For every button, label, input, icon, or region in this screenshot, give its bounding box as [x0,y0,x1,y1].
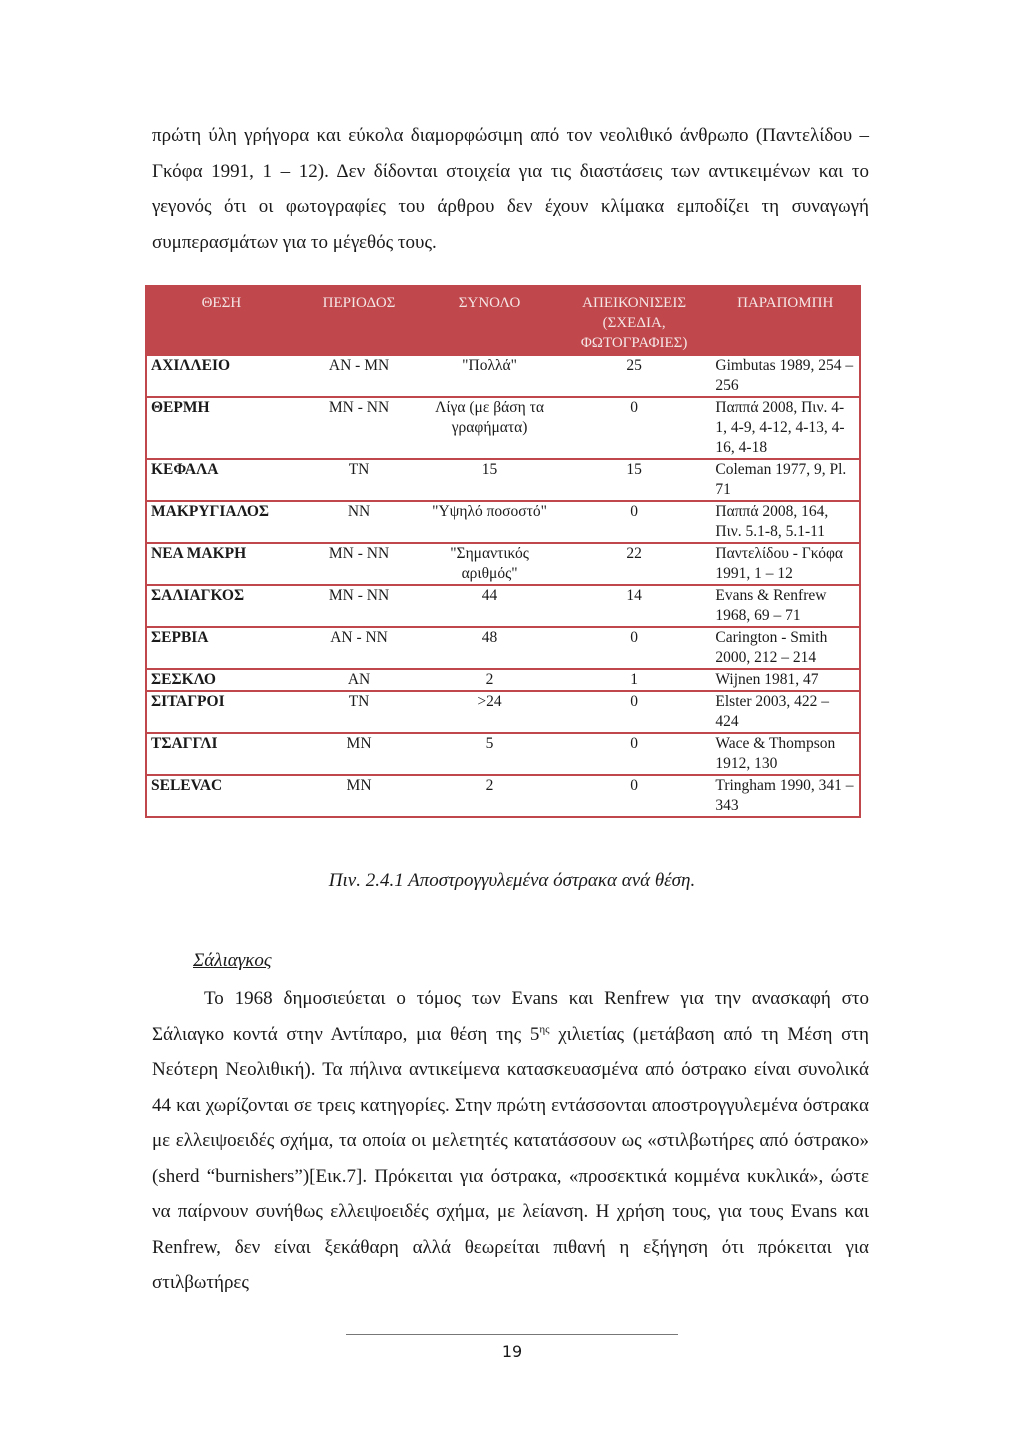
cell-images: 25 [557,356,712,397]
cell-period: ΑΝ [296,669,423,691]
header-images: ΑΠΕΙΚΟΝΙΣΕΙΣ (ΣΧΕΔΙΑ, ΦΩΤΟΓΡΑΦΙΕΣ) [557,286,712,356]
cell-images: 15 [557,459,712,501]
header-reference: ΠΑΡΑΠΟΜΠΗ [711,286,860,356]
table-row [146,397,860,459]
page-number: 19 [501,1342,523,1361]
cell-images: 14 [557,585,712,627]
section-heading: Σάλιαγκος [193,950,272,971]
cell-period: ΑΝ - ΝΝ [296,627,423,669]
cell-total: "Σημαντικός αριθμός" [422,543,557,585]
table-caption: Πιν. 2.4.1 Αποστρογγυλεμένα όστρακα ανά θέση. [328,870,696,891]
table-row [146,691,860,733]
cell-period: ΜΝ - ΝΝ [296,543,423,585]
cell-period: ΑΝ - ΜΝ [296,356,423,397]
cell-period: ΜΝ [296,733,423,775]
cell-reference: Coleman 1977, 9, Pl. 71 [711,459,860,501]
cell-period: ΝΝ [296,501,423,543]
cell-images: 0 [557,501,712,543]
paragraph-saliagkos [152,981,869,1301]
cell-reference: Tringham 1990, 341 – 343 [711,775,860,817]
cell-total: "Υψηλό ποσοστό" [422,501,557,543]
cell-reference: Παντελίδου - Γκόφα 1991, 1 – 12 [711,543,860,585]
table-row [146,669,860,691]
paragraph-text-rest: χιλιετίας (μετάβαση από τη Μέση στη Νεότερη Νεολιθική). Τα πήλινα αντικείμενα κατασκευασμένα από όστρακο είναι συνολικά 44 και χωρίζονται σε τρεις κατηγορίες. Στην πρώτη εντάσσονται αποστρογγυλεμένα όστρακα με ελλειψοειδές σχήμα, τα οποία οι μελετητές κατατάσσουν ως «στιλβωτήρες από όστρακο» (sherd “burnishers”)[Εικ.7]. Πρόκειται για όστρακα, «προσεκτικά κομμένα κυκλικά», ώστε να παίρνουν συνήθως ελλειψοειδές σχήμα, με λείανση. Η χρήση τους, για τους Evans και Renfrew, δεν είναι ξεκάθαρη αλλά θεωρείται πιθανή η εξήγηση ότι πρόκειται για στιλβωτήρες [152,1023,869,1293]
cell-site: ΘΕΡΜΗ [146,397,296,459]
table-row [146,543,860,585]
cell-total: 44 [422,585,557,627]
cell-reference: Παππά 2008, 164, Πιν. 5.1-8, 5.1-11 [711,501,860,543]
table-header-row [146,286,860,356]
table-row [146,585,860,627]
table-row [146,775,860,817]
cell-site: ΤΣΑΓΓΛΙ [146,733,296,775]
cell-site: ΣΑΛΙΑΓΚΟΣ [146,585,296,627]
paragraph-intro: πρώτη ύλη γρήγορα και εύκολα διαμορφώσιμη από τον νεολιθικό άνθρωπο (Παντελίδου – Γκόφα 1991, 1 – 12). Δεν δίδονται στοιχεία για τις διαστάσεις των αντικειμένων και το γεγονός ότι οι φωτογραφίες του άρθρου δεν έχουν κλίμακα εμποδίζει τη συναγωγή συμπερασμάτων για το μέγεθός τους. [152,125,869,253]
cell-reference: Evans & Renfrew 1968, 69 – 71 [711,585,860,627]
cell-total: Λίγα (με βάση τα γραφήματα) [422,397,557,459]
table-row [146,356,860,397]
table-row [146,501,860,543]
paragraph-text-start: Το 1968 δημοσιεύεται ο τόμος των Evans και Renfrew για την ανασκαφή στο Σάλιαγκο κοντά στην Αντίπαρο, μια θέση της 5 [152,988,869,1045]
cell-site: ΣΕΡΒΙΑ [146,627,296,669]
cell-site: ΣΕΣΚΛΟ [146,669,296,691]
cell-period: ΜΝ [296,775,423,817]
cell-images: 0 [557,397,712,459]
cell-total: 2 [422,669,557,691]
cell-reference: Carington - Smith 2000, 212 – 214 [711,627,860,669]
cell-reference: Wijnen 1981, 47 [711,669,860,691]
cell-reference: Παππά 2008, Πιν. 4-1, 4-9, 4-12, 4-13, 4-16, 4-18 [711,397,860,459]
cell-total: 2 [422,775,557,817]
cell-total: 48 [422,627,557,669]
cell-images: 0 [557,627,712,669]
cell-site: ΣΙΤΑΓΡΟΙ [146,691,296,733]
ordinal-superscript: ης [539,1023,550,1036]
cell-site: ΚΕΦΑΛΑ [146,459,296,501]
header-period: ΠΕΡΙΟΔΟΣ [296,286,423,356]
table-row [146,733,860,775]
cell-site: ΑΧΙΛΛΕΙΟ [146,356,296,397]
cell-period: ΤΝ [296,691,423,733]
cell-reference: Elster 2003, 422 – 424 [711,691,860,733]
cell-reference: Gimbutas 1989, 254 – 256 [711,356,860,397]
footer-divider [346,1334,678,1335]
header-site: ΘΕΣΗ [146,286,296,356]
cell-total: >24 [422,691,557,733]
table-row [146,627,860,669]
cell-site: SELEVAC [146,775,296,817]
cell-period: ΤΝ [296,459,423,501]
cell-total: "Πολλά" [422,356,557,397]
cell-reference: Wace & Thompson 1912, 130 [711,733,860,775]
header-total: ΣΥΝΟΛΟ [422,286,557,356]
table-row [146,459,860,501]
cell-images: 22 [557,543,712,585]
cell-period: ΜΝ - ΝΝ [296,397,423,459]
cell-site: ΜΑΚΡΥΓΙΑΛΟΣ [146,501,296,543]
cell-images: 1 [557,669,712,691]
sites-table [145,285,861,818]
cell-total: 15 [422,459,557,501]
cell-images: 0 [557,775,712,817]
cell-site: ΝΕΑ ΜΑΚΡΗ [146,543,296,585]
cell-period: ΜΝ - ΝΝ [296,585,423,627]
cell-images: 0 [557,691,712,733]
cell-total: 5 [422,733,557,775]
cell-images: 0 [557,733,712,775]
